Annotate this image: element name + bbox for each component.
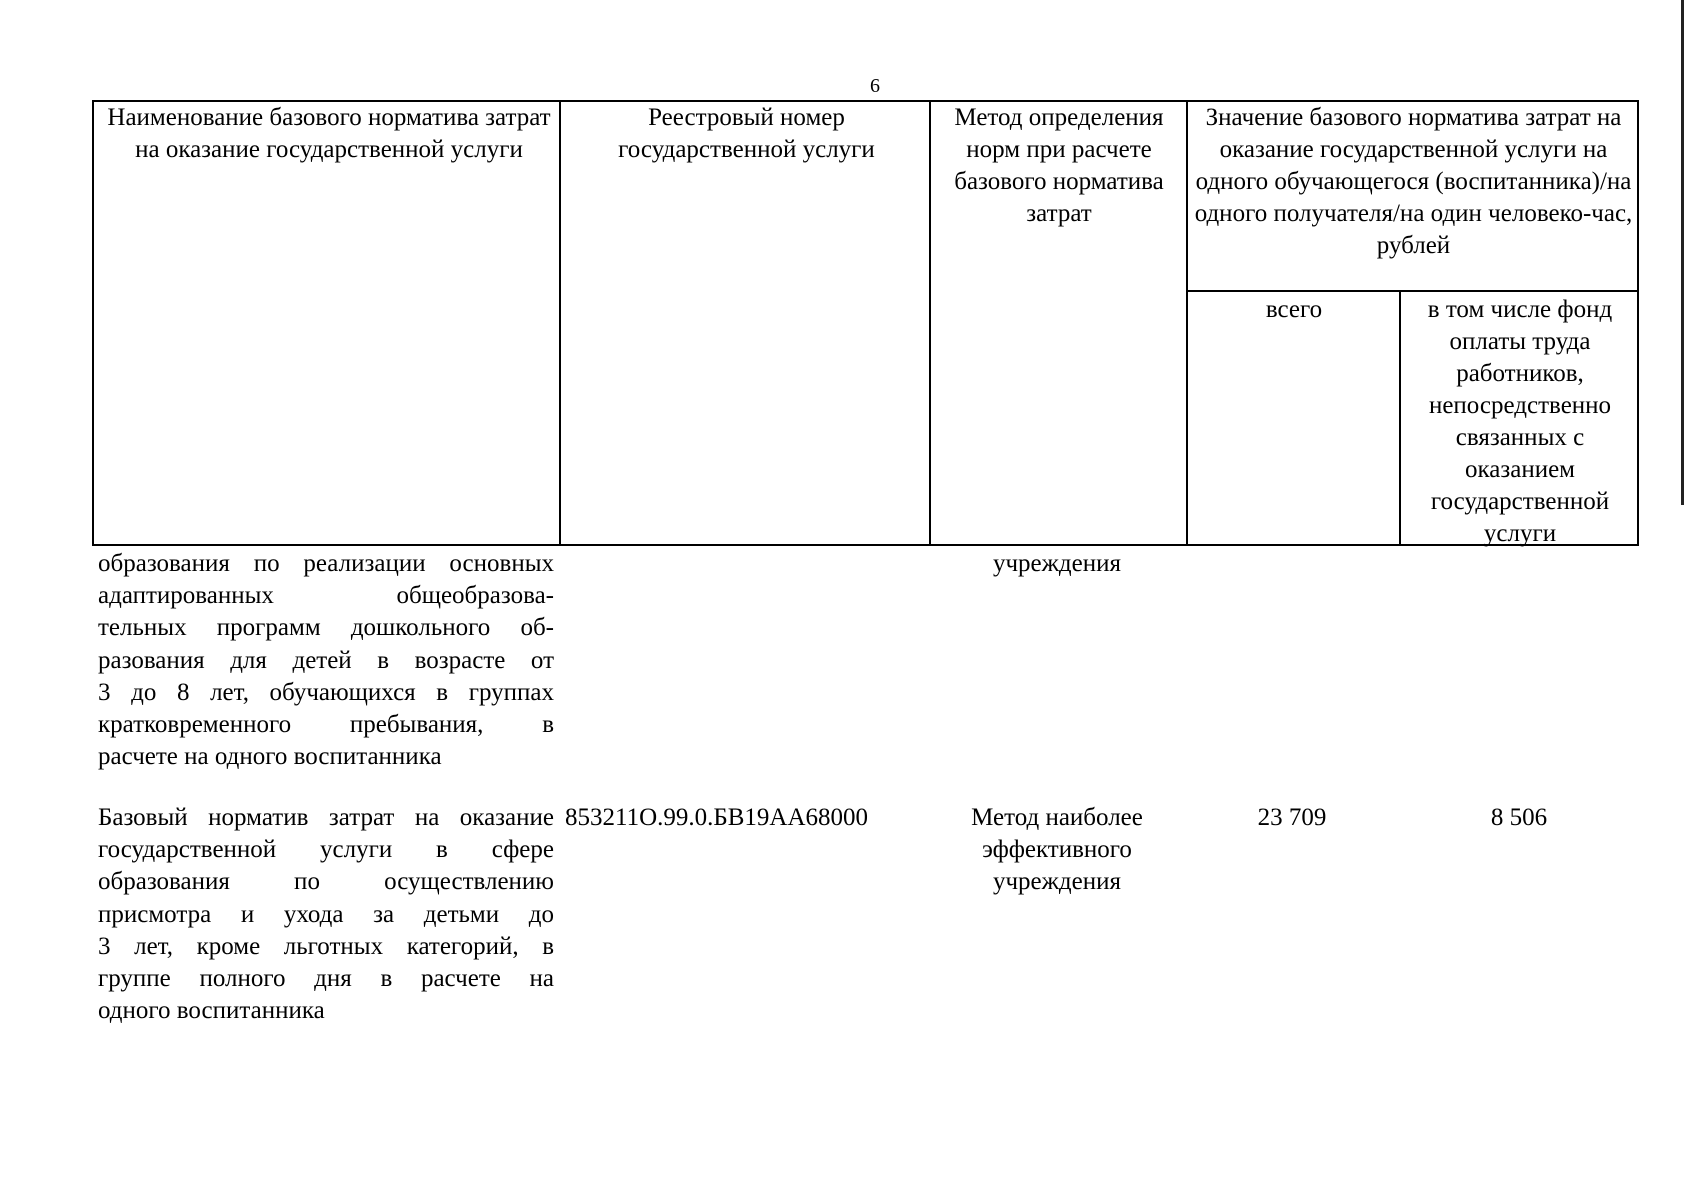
name-line: кратковременного пребывания, в (98, 711, 554, 739)
row-2-method: Метод наиболее эффективного учреждения (971, 804, 1143, 896)
header-value: Значение базового норматива затрат на оказание государственной услуги на одного обучающегося (воспитанника)/на одного получателя/на один человеко-час, рублей (1194, 104, 1633, 259)
row-2-name (98, 802, 554, 1027)
column-divider (929, 102, 931, 544)
name-line: расчете на одного воспитанника (98, 743, 442, 771)
name-line: государственной услуги в сфере (98, 836, 554, 864)
name-line: одного воспитанника (98, 997, 325, 1025)
name-line: разования для детей в возрасте от (98, 646, 554, 674)
row-1-name (98, 548, 554, 773)
header-wage: в том числе фонд оплаты труда работников, непосредственно связанных с оказанием государственной услуги (1427, 296, 1613, 547)
page-number: 6 (870, 75, 880, 97)
name-line: образования по реализации основных (98, 550, 554, 577)
name-line: тельных программ дошкольного об- (98, 614, 554, 642)
name-line: Базовый норматив затрат на оказание (98, 804, 554, 831)
scan-edge-mark (1681, 0, 1684, 505)
name-line: группе полного дня в расчете на (98, 965, 554, 993)
header-registry: Реестровый номер государственной услуги (618, 104, 875, 163)
name-line: адаптированных общеобразова- (98, 582, 554, 610)
name-line: 3 лет, кроме льготных категорий, в (98, 932, 554, 960)
row-2-registry: 853211О.99.0.БВ19АА68000 (565, 804, 869, 831)
header-name: Наименование базового норматива затрат на оказание государственной услуги (107, 104, 551, 163)
name-line: присмотра и ухода за детьми до (98, 900, 554, 928)
header-method: Метод определения норм при расчете базового норматива затрат (954, 104, 1164, 227)
column-divider (1399, 292, 1401, 544)
name-line: образования по осуществлению (98, 868, 554, 896)
row-2-wage: 8 506 (1490, 804, 1548, 831)
header-total: всего (1265, 296, 1323, 323)
row-1-method: учреждения (992, 550, 1121, 577)
column-divider (1186, 102, 1188, 544)
row-divider (1186, 290, 1639, 292)
row-2-total: 23 709 (1257, 804, 1327, 831)
column-divider (559, 102, 561, 544)
header-table (92, 100, 1639, 546)
name-line: 3 до 8 лет, обучающихся в группах (98, 678, 554, 706)
